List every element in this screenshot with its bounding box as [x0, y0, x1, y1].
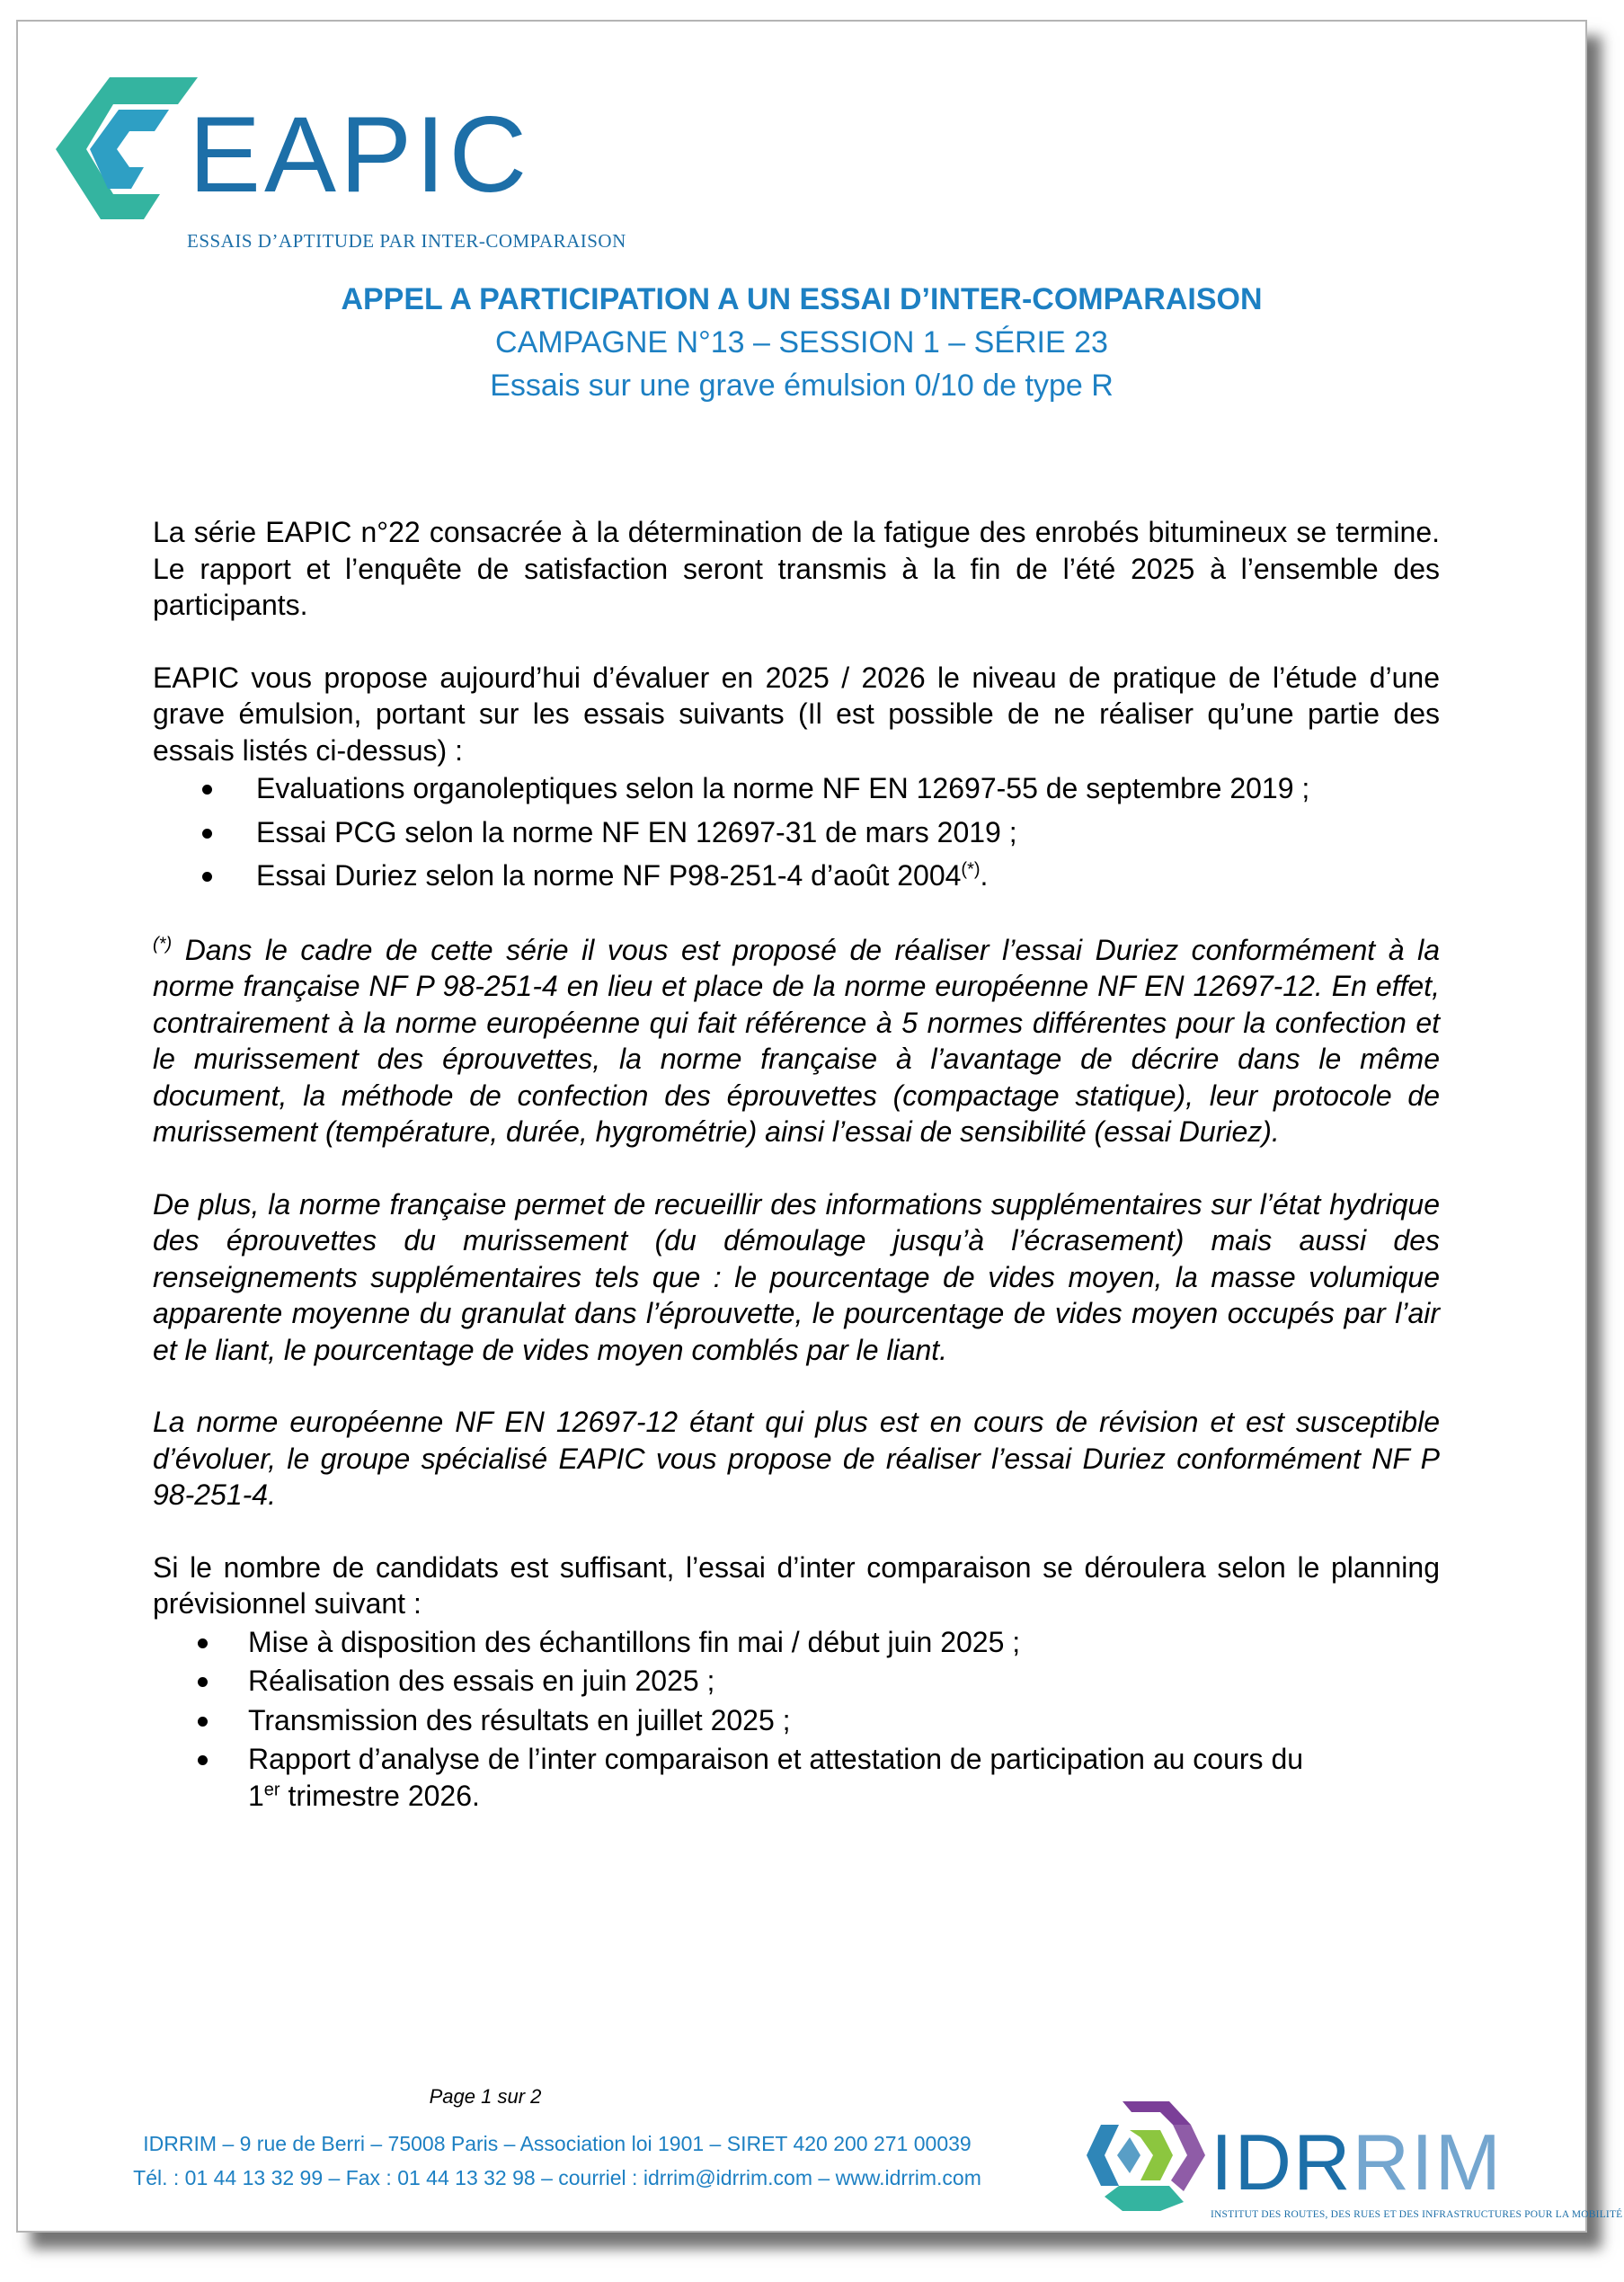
list-item: Mise à disposition des échantillons fin mai / début juin 2025 ;	[153, 1624, 1440, 1661]
document-title: APPEL A PARTICIPATION A UN ESSAI D’INTER-COMPARAISON	[341, 282, 1263, 316]
idrrim-logo-tagline: INSTITUT DES ROUTES, DES RUES ET DES INFRASTRUCTURES POUR LA MOBILITÉ	[1211, 2209, 1623, 2220]
bullet-icon	[198, 1717, 208, 1727]
document-subtitle-tests: Essais sur une grave émulsion 0/10 de type R	[490, 368, 1114, 403]
footer-address: IDRRIM – 9 rue de Berri – 75008 Paris – Association loi 1901 – SIRET 420 200 271 00039	[143, 2132, 972, 2155]
idrrim-logo-text: IDRRIM	[1211, 2118, 1503, 2207]
revision-paragraph: La norme européenne NF EN 12697-12 étant qui plus est en cours de révision et est susceptible d’évoluer, le groupe spécialisé EAPIC vous propose de réaliser l’essai Duriez conformément NF P 98-251-4.	[153, 1406, 1440, 1511]
schedule-list	[153, 1624, 1440, 1815]
tests-list	[153, 770, 1440, 894]
bullet-icon	[202, 829, 212, 839]
eapic-logo-tagline: ESSAIS D’APTITUDE PAR INTER-COMPARAISON	[187, 230, 626, 252]
additional-info-paragraph: De plus, la norme française permet de recueillir des informations supplémentaires sur l’état hydrique des éprouvettes du murissement (du démoulage jusqu’à l’écrasement) mais aussi des renseignements supplémentaires tels que : le pourcentage de vides moyen, la masse volumique apparente moyenne du granulat dans l’éprouvette, le pourcentage de vides moyen occupés par l’air et le liant, le pourcentage de vides moyen comblés par le liant.	[153, 1187, 1440, 1366]
list-item: Transmission des résultats en juillet 2025 ;	[153, 1702, 1440, 1739]
page-number: Page 1 sur 2	[429, 2085, 542, 2108]
footer-contact: Tél. : 01 44 13 32 99 – Fax : 01 44 13 32 98 – courriel : idrrim@idrrim.com – www.idrrim.com	[133, 2166, 981, 2189]
bullet-icon	[198, 1755, 208, 1765]
eapic-logo-text: EAPIC	[189, 94, 531, 215]
idrrim-logo	[1083, 2089, 1623, 2233]
list-item: Réalisation des essais en juin 2025 ;	[153, 1663, 1440, 1700]
list-item: Essai Duriez selon la norme NF P98-251-4 d’août 2004(*).	[153, 857, 1440, 894]
footer-contact-block	[108, 2127, 1007, 2195]
footnote-mark: (*)	[153, 933, 173, 954]
list-item: Essai PCG selon la norme NF EN 12697-31 de mars 2019 ;	[153, 814, 1440, 851]
footnote-mark: (*)	[961, 859, 981, 880]
bullet-icon	[198, 1638, 208, 1648]
proposal-paragraph: EAPIC vous propose aujourd’hui d’évaluer en 2025 / 2026 le niveau de pratique de l’étude d’une grave émulsion, portant sur les essais suivants (Il est possible de ne réaliser qu’une partie des essais listés ci-dessus) :	[153, 661, 1440, 767]
bullet-icon	[202, 872, 212, 882]
bullet-icon	[198, 1677, 208, 1687]
eapic-logo	[54, 59, 626, 262]
document-titles	[18, 278, 1585, 407]
eapic-chevron-icon	[54, 77, 207, 239]
schedule-intro-paragraph: Si le nombre de candidats est suffisant, l’essai d’inter comparaison se déroulera selon le planning prévisionnel suivant :	[153, 1550, 1440, 1620]
list-item: Rapport d’analyse de l’inter comparaison et attestation de participation au cours du 1er trimestre 2026.	[153, 1741, 1440, 1814]
document-body	[153, 514, 1440, 1816]
document-subtitle-campaign: CAMPAGNE N°13 – SESSION 1 – SÉRIE 23	[495, 325, 1108, 360]
bullet-icon	[202, 785, 212, 795]
list-item: Evaluations organoleptiques selon la norme NF EN 12697-55 de septembre 2019 ;	[153, 770, 1440, 807]
footnote-paragraph: (*) Dans le cadre de cette série il vous est proposé de réaliser l’essai Duriez conformément à la norme française NF P 98-251-4 en lieu et place de la norme européenne NF EN 12697-12. En effet, contrairement à la norme européenne qui fait référence à 5 normes différentes pour la confection et le murissement des éprouvettes, la norme française à l’avantage de décrire dans le même document, la méthode de confection des éprouvettes (compactage statique), leur protocole de murissement (température, durée, hygrométrie) ainsi l’essai de sensibilité (essai Duriez).	[153, 933, 1441, 1148]
idrrim-hexagon-icon	[1083, 2098, 1209, 2215]
document-page	[16, 20, 1623, 2233]
intro-paragraph: La série EAPIC n°22 consacrée à la détermination de la fatigue des enrobés bitumineux se termine. Le rapport et l’enquête de satisfaction seront transmis à la fin de l’été 2025 à l’ensemble des participants.	[153, 516, 1440, 621]
